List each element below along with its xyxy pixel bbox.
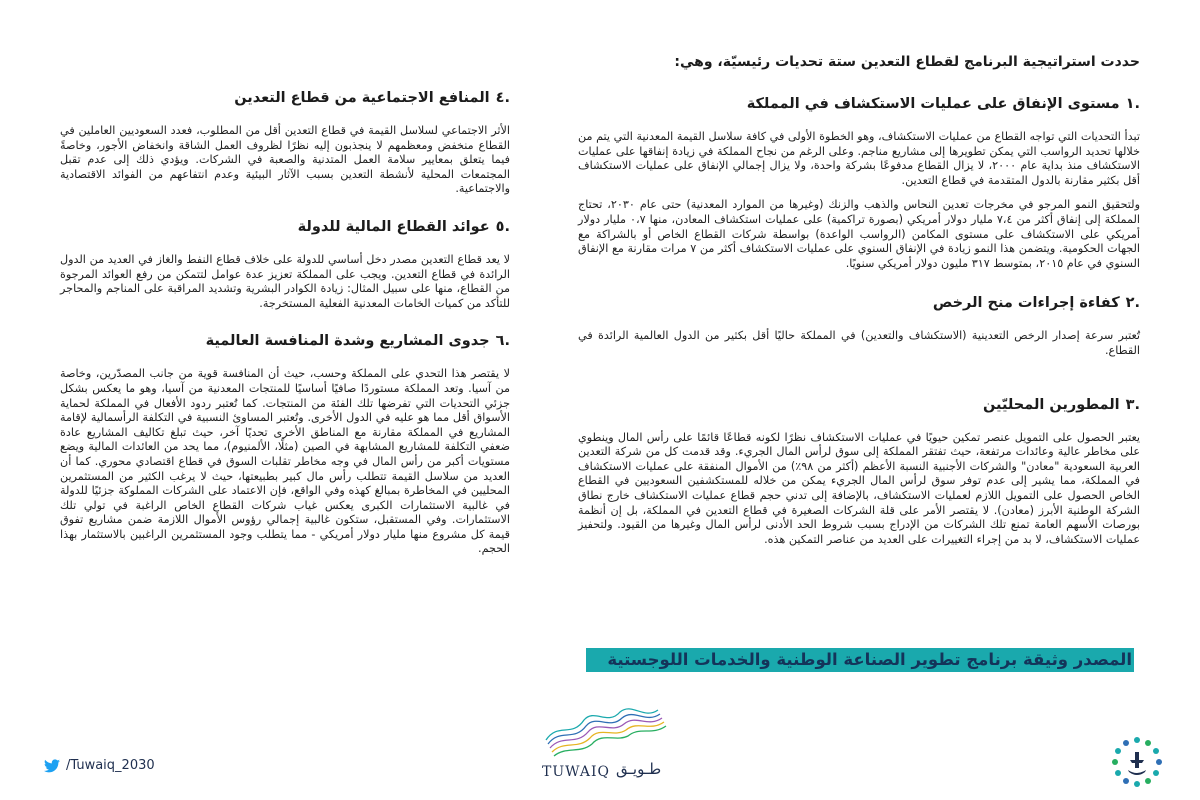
- saudi-emblem: [1106, 732, 1168, 794]
- section-6: [60, 331, 510, 557]
- section-paragraph: ولتحقيق النمو المرجو في مخرجات تعدين النحاس والذهب والزنك (وغيرها من الموارد المعدنية) حتى عام ٢٠٣٠، تحتاج المملكة إلى إنفاق أكثر من ٧،٤ مليار دولار أمريكي (بصورة تراكمية) على عمليات استكشاف المعادن، منها ٠،٧ مليار دولار أمريكي على الاستكشاف على مستوى المكامن (الرواسب الواعدة) بواسطة شركات القطاع الخاص أو بالشراكة مع الجهات الحكومية. ويتضمن هذا النمو زيادة في الإنفاق السنوي على عمليات الاستكشاف أكثر من ٧ مرات مقارنة مع الإنفاق السنوي في عام ٢٠١٥، بمتوسط ٣١٧ مليون دولار أمريكي سنويًا.: [578, 198, 1140, 270]
- left-column: [60, 88, 510, 577]
- source-text: المصدر وثيقة برنامج تطوير الصناعة الوطنية والخدمات اللوجستية: [607, 650, 1132, 669]
- section-title: عوائد القطاع المالية للدولة: [297, 218, 490, 235]
- twitter-link[interactable]: [44, 758, 155, 773]
- section-1-heading: [578, 94, 1140, 114]
- section-title: المطورين المحليّين: [982, 396, 1120, 413]
- section-4: [60, 88, 510, 197]
- section-number: .٦: [495, 333, 510, 350]
- vision-emblem-icon: [1106, 732, 1168, 794]
- section-number: .٣: [1125, 396, 1140, 413]
- section-title: مستوى الإنفاق على عمليات الاستكشاف في المملكة: [746, 96, 1120, 112]
- section-2: [578, 293, 1140, 358]
- section-paragraph: يعتبر الحصول على التمويل عنصر تمكين حيويًا في عمليات الاستكشاف نظرًا لكونه قطاعًا قائمًا على رأس المال وينطوي على مخاطر عالية وعائدات مرتفعة، حيث تفتقر المملكة إلى سوق لرأس المال الجريء. وقد قدمت كل من شركة التعدين العربية السعودية "معادن" والشركات الأجنبية النسبة الأعظم (أكثر من ٩٨٪) من الأموال المنفقة على عمليات الاستكشاف في المملكة، مما يشير إلى عدم توفر سوق لرأس المال الجريء يمكن من خلاله للمستكشفين السعوديين في القطاع الخاص الحصول على التمويل اللازم لعمليات الاستكشاف، بالإضافة إلى تدني حجم قطاع عمليات الاستكشاف خارج نطاق الشركة الوطنية الأبرز (معادن). لا يقتصر الأمر على قلة الشركات الصغيرة في قطاع التعدين في المملكة، بل إن أنظمة بورصات الأسهم العامة تمنع تلك الشركات من الإدراج بسبب شروط الحد الأدنى لرأس المال وغيرها من القيود. ولتحفيز عمليات الاستكشاف، لا بد من إجراء التغييرات على العديد من عناصر التمكين هذه.: [578, 430, 1140, 546]
- logo-arabic-text: طـويـق: [616, 760, 662, 778]
- section-2-heading: [578, 293, 1140, 313]
- right-column: [578, 52, 1140, 569]
- section-6-heading: [60, 331, 510, 351]
- section-4-heading: [60, 88, 510, 108]
- section-5-heading: [60, 217, 510, 237]
- section-paragraph: لا يقتصر هذا التحدي على المملكة وحسب، حيث أن المنافسة قوية من جانب المصدّرين، وخاصة من آسيا. وتعد المملكة مستوردًا صافيًا أساسيًا للمنتجات المعدنية من آسيا، وهو ما يعكس بشكل جزئي التحديات التي تفرضها تلك الفئة من المنتجات. كما تُعتبر ردود الأفعال في المملكة لحماية الأسواق أقل مما هو عليه في الدول الأخرى. وتُعتبر المساوئ النسبية في التكلفة الرأسمالية لإقامة المشاريع في المملكة مقارنة مع المناطق الأخرى تحديًا آخر، حيث تبلغ تكاليف المشاريع عادة ضعفي التكلفة للمشاريع المشابهة في الصين (مثلًا، الألمنيوم)، مما يحد من العائدات المالية ويضع مستويات أكبر من رأس المال في وجه مخاطر تقلبات السوق في قطاع اقتصادي محوري. كما أن العديد من سلاسل القيمة تتطلب رأس مال كبير بطبيعتها، حيث لا يرغب الكثير من المستثمرين المحليين في المخاطرة بمبالغ كهذه وفي الواقع، فإن الاعتماد على الشركات المملوكة جزئيًا للدولة في غالبية الاستثمارات الكبرى يعكس غياب شركات القطاع الخاص الراغبة في تولي تلك الاستثمارات. وفي المستقبل، ستكون غالبية إجمالي رؤوس الأموال اللازمة ضمن مشاريع تفوق قيمة كل مشروع منها مليار دولار أمريكي - مما يتطلب وجود المستثمرين الراغبين بالاستثمار بهذا الحجم.: [60, 367, 510, 556]
- twitter-handle: /Tuwaiq_2030: [66, 758, 155, 773]
- tuwaiq-contour-graphic: [538, 700, 678, 762]
- section-number: .٤: [495, 90, 510, 106]
- section-paragraph: الأثر الاجتماعي لسلاسل القيمة في قطاع التعدين أقل من المطلوب، فعدد السعوديين العاملين في القطاع منخفض ومعظمهم لا ينجذبون إليه نظرًا لظروف العمل الشاقة وانخفاض الأجور، وخاصةً فيما يتعلق بمعايير سلامة العمل المتدنية والصعبة في الشركات. ويؤدي ذلك إلى عدم تقبل المجتمعات المحلية لأنشطة التعدين بسبب الآثار البيئية وعدم انتفاعهم من الفوائد الاقتصادية والاجتماعية.: [60, 124, 510, 196]
- section-number: .٢: [1125, 295, 1140, 312]
- section-title: جدوى المشاريع وشدة المنافسة العالمية: [205, 333, 490, 350]
- section-number: .١: [1125, 96, 1140, 112]
- tuwaiq-logo: [538, 700, 678, 788]
- intro-heading: حددت استراتيجية البرنامج لقطاع التعدين ستة تحديات رئيسيّة، وهي:: [674, 54, 1140, 70]
- section-paragraph: تبدأ التحديات التي تواجه القطاع من عمليات الاستكشاف، وهو الخطوة الأولى في كافة سلاسل القيمة المعدنية التي يتم من خلالها تحديد الرواسب التي يمكن تطويرها إلى مشاريع مناجم. وعلى الرغم من نجاح المملكة في زيادة إنفاقها على عمليات الاستكشاف منذ بداية عام ٢٠٠٠، لا يزال القطاع مدفوعًا بشركة واحدة، ولا يزال إجمالي الإنفاق على عمليات الاستكشاف أقل بكثير مقارنة بالدول المتقدمة في قطاع التعدين.: [578, 130, 1140, 187]
- source-banner: [586, 648, 1136, 674]
- section-paragraph: لا يعد قطاع التعدين مصدر دخل أساسي للدولة على خلاف قطاع النفط والغاز في العديد من الدول الرائدة في قطاع التعدين. ويجب على المملكة تعزيز عدة عوامل لتتمكن من رفع العوائد المرجوة من القطاع، منها على سبيل المثال: زيادة الكوادر البشرية وتشديد المراقبة على المناجم والمحاجر للتأكد من كميات الخامات المعدنية الفعلية المستخرجة.: [60, 252, 510, 310]
- logo-english-text: TUWAIQ: [542, 764, 610, 780]
- section-title: المنافع الاجتماعية من قطاع التعدين: [234, 90, 490, 106]
- section-title: كفاءة إجراءات منح الرخص: [932, 295, 1120, 312]
- section-paragraph: تُعتبر سرعة إصدار الرخص التعدينية (الاستكشاف والتعدين) في المملكة حاليًا أقل بكثير من الدول العالمية الرائدة في القطاع.: [578, 329, 1140, 357]
- section-1: [578, 94, 1140, 271]
- section-3-heading: [578, 395, 1140, 415]
- section-3: [578, 395, 1140, 548]
- twitter-icon: [44, 759, 60, 773]
- section-number: .٥: [495, 218, 510, 235]
- section-5: [60, 217, 510, 311]
